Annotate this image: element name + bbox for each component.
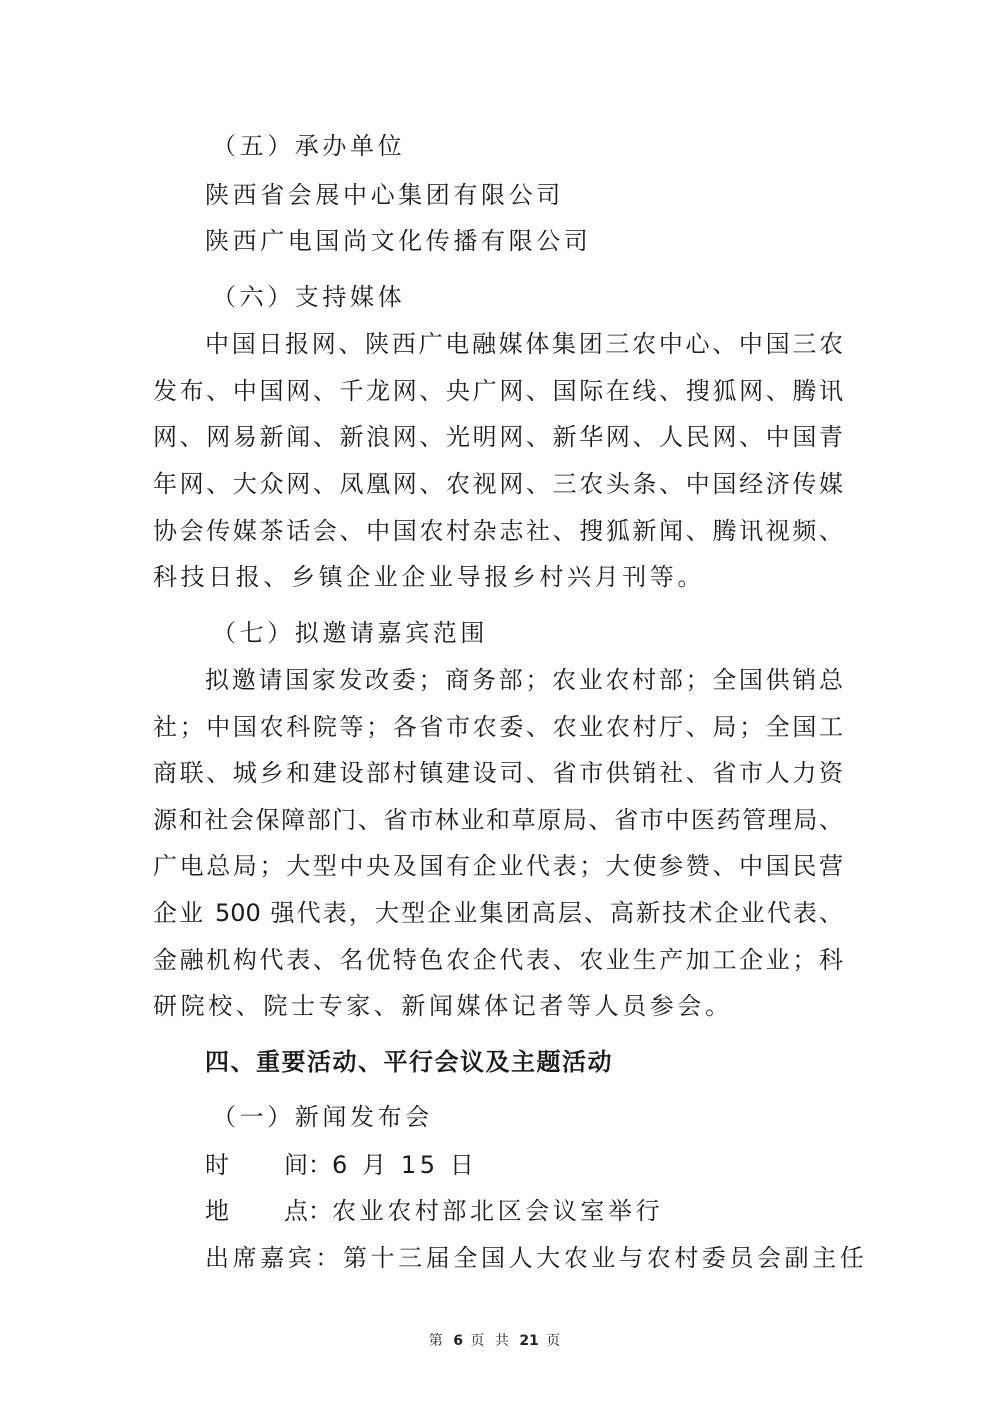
press-time-label: 时 间：	[205, 1151, 332, 1179]
guests-paragraph-line: 企业 500 强代表，大型企业集团高层、高新技术企业代表、	[153, 899, 843, 927]
guests-paragraph-line: 广电总局；大型中央及国有企业代表；大使参赞、中国民营	[153, 852, 843, 880]
guests-paragraph-line: 社；中国农科院等；各省市农委、农业农村厅、局；全国工	[153, 713, 843, 741]
press-guests-row	[205, 1243, 867, 1273]
organizer-item: 陕西省会展中心集团有限公司	[205, 181, 564, 209]
section-heading-media: （六）支持媒体	[212, 283, 406, 311]
guests-paragraph-line: 商联、城乡和建设部村镇建设司、省市供销社、省市人力资	[153, 759, 843, 787]
media-paragraph-line: 网、网易新闻、新浪网、光明网、新华网、人民网、中国青	[153, 423, 843, 451]
guests-paragraph-line: 源和社会保障部门、省市林业和草原局、省市中医药管理局、	[153, 806, 843, 834]
guests-paragraph-line: 拟邀请国家发改委；商务部；农业农村部；全国供销总	[205, 666, 843, 694]
section-heading-press-conference: （一）新闻发布会	[212, 1103, 433, 1131]
page-footer: 第 6 页 共 21 页	[428, 1333, 564, 1349]
media-paragraph-line: 协会传媒茶话会、中国农村杂志社、搜狐新闻、腾讯视频、	[153, 517, 843, 545]
media-paragraph-line: 科技日报、乡镇企业企业导报乡村兴月刊等。	[153, 563, 705, 591]
press-place-row	[205, 1196, 663, 1226]
section-heading-guests: （七）拟邀请嘉宾范围	[212, 619, 488, 647]
media-paragraph-line: 年网、大众网、凤凰网、农视网、三农头条、中国经济传媒	[153, 470, 843, 498]
media-paragraph-line: 中国日报网、陕西广电融媒体集团三农中心、中国三农	[205, 330, 843, 358]
guests-paragraph-line: 研院校、院士专家、新闻媒体记者等人员参会。	[153, 992, 733, 1020]
page-total: 21	[519, 1333, 539, 1349]
press-guests-label: 出席嘉宾：	[205, 1244, 343, 1272]
media-paragraph-line: 发布、中国网、千龙网、央广网、国际在线、搜狐网、腾讯	[153, 377, 843, 405]
press-guests-value: 第十三届全国人大农业与农村委员会副主任	[343, 1244, 868, 1272]
part-heading-activities: 四、重要活动、平行会议及主题活动	[205, 1048, 613, 1076]
press-place-label: 地 点：	[205, 1197, 332, 1225]
press-time-value: 6 月 15 日	[332, 1151, 478, 1179]
organizer-item: 陕西广电国尚文化传播有限公司	[205, 227, 592, 255]
press-time-row	[205, 1150, 478, 1180]
section-heading-organizer: （五）承办单位	[212, 132, 406, 160]
page-number: 6	[453, 1333, 463, 1349]
guests-paragraph-line: 金融机构代表、名优特色农企代表、农业生产加工企业；科	[153, 946, 843, 974]
press-place-value: 农业农村部北区会议室举行	[332, 1197, 664, 1225]
